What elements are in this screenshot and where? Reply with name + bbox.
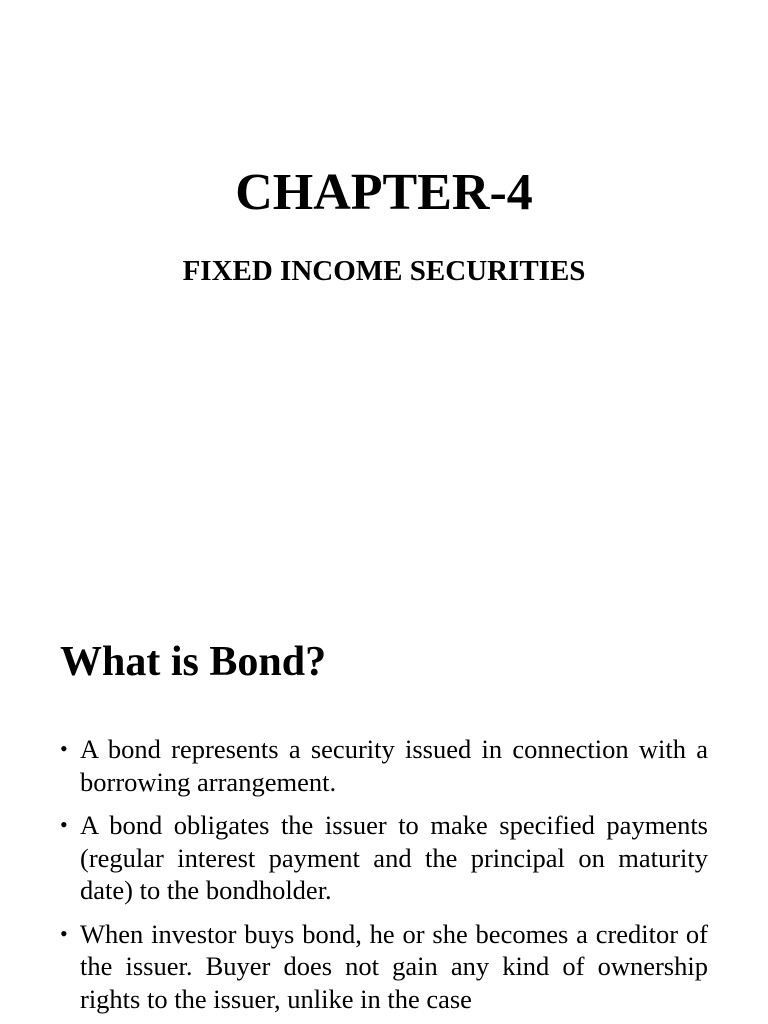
bond-definition-slide	[0, 576, 768, 1024]
bullet-dot-icon: •	[60, 812, 68, 837]
bullet-text: When investor buys bond, he or she becomes a creditor of the issuer. Buyer does not gain any kind of ownership rights to the issuer, unlike in the case	[80, 918, 708, 1014]
bullet-list	[60, 733, 708, 1024]
bullet-text: A bond represents a security issued in connection with a borrowing arrangement.	[80, 734, 708, 797]
bullet-dot-icon: •	[60, 920, 68, 946]
bullet-item	[60, 733, 708, 798]
bullet-item	[60, 918, 708, 1016]
bullet-text: A bond obligates the issuer to make specified payments (regular interest payment and the principal on maturity date) to the bondholder.	[80, 810, 708, 905]
chapter-title: CHAPTER-4	[235, 164, 533, 221]
bullet-dot-icon: •	[60, 736, 68, 761]
chapter-subtitle: FIXED INCOME SECURITIES	[182, 255, 586, 287]
slide-heading: What is Bond?	[60, 639, 327, 685]
bullet-item	[60, 809, 708, 907]
